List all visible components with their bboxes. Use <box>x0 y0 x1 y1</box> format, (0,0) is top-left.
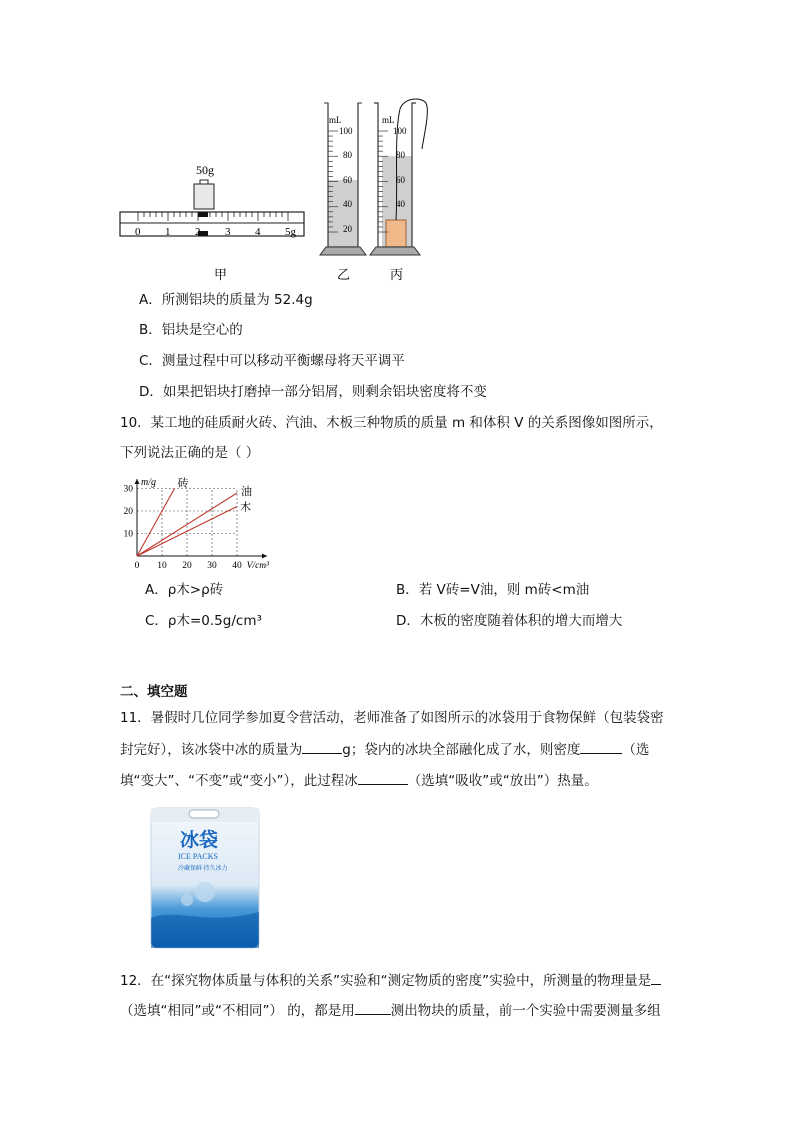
weight-label: 50g <box>196 163 214 177</box>
cyl-b-mark-40: 40 <box>343 199 352 209</box>
cyl-b-mark-60: 60 <box>343 175 352 185</box>
chart-series-line <box>137 489 175 557</box>
q12-text-2a: （选填“相同”或“不相同”） 的，都是用 <box>120 1003 355 1019</box>
cylinder-b <box>320 103 366 255</box>
weight-50g <box>194 163 214 209</box>
caption-yi: 乙 <box>337 267 351 282</box>
cyl-c-mark-100: 100 <box>393 126 407 136</box>
cyl-c-mark-60: 60 <box>396 175 405 185</box>
chart-ylabel: m/g <box>141 477 156 488</box>
ice-pack-image <box>145 800 265 952</box>
chart-xtick-label: 0 <box>134 561 140 571</box>
section-title-fill-in: 二、填空题 <box>120 684 188 700</box>
q12-line2 <box>120 1000 661 1021</box>
mass-volume-chart <box>115 473 275 573</box>
bag-subtitle: ICE PACKS <box>178 852 218 861</box>
q12-line1 <box>120 970 661 991</box>
chart-series-label: 木 <box>240 501 251 514</box>
cylinder-b-unit: mL <box>329 115 342 125</box>
q11-text-2c: （选 <box>622 742 650 758</box>
bag-title: 冰袋 <box>180 830 219 851</box>
q9-option-b: B．铝块是空心的 <box>139 322 243 338</box>
q10-stem-line2: 下列说法正确的是（ ） <box>120 445 260 461</box>
q12-blank-same[interactable] <box>651 970 661 985</box>
q11-text-2a: 封完好），该冰袋中冰的质量为 <box>120 742 303 758</box>
q11-line1: 11．暑假时几位同学参加夏令营活动，老师准备了如图所示的冰袋用于食物保鲜（包装袋密 <box>120 710 664 726</box>
caption-jia: 甲 <box>214 267 228 282</box>
cyl-b-mark-80: 80 <box>343 150 352 160</box>
q9-option-c: C．测量过程中可以移动平衡螺母将天平调平 <box>139 353 405 369</box>
q12-text-2b: 测出物块的质量，前一个实验中需要测量多组 <box>390 1003 661 1019</box>
q11-blank-mass[interactable] <box>302 739 342 754</box>
caption-bing: 丙 <box>390 267 404 282</box>
q12-text-1a: 12．在“探究物体质量与体积的关系”实验和“测定物质的密度”实验中，所测量的物理量是 <box>120 973 652 989</box>
chart-series-line <box>137 507 237 557</box>
chart-x-arrow <box>262 554 267 559</box>
q11-line2 <box>120 739 649 760</box>
q11-blank-density[interactable] <box>580 739 622 754</box>
scale-tick-4: 4 <box>255 226 261 238</box>
q11-blank-heat[interactable] <box>358 770 408 785</box>
scale-tick-1: 1 <box>165 226 171 238</box>
chart-y-arrow <box>135 479 140 484</box>
cylinder-c <box>370 99 427 255</box>
q9-option-d: D．如果把铝块打磨掉一部分铝屑，则剩余铝块密度将不变 <box>139 384 487 400</box>
cyl-b-mark-100: 100 <box>339 126 353 136</box>
q11-text-3b: （选填“吸收”或“放出”）热量。 <box>407 773 598 789</box>
chart-xlabel: V/cm³ <box>246 561 269 571</box>
q10-option-a: A．ρ木>ρ砖 <box>145 582 224 598</box>
q11-text-3a: 填“变大”、“不变”或“变小”），此过程冰 <box>120 773 358 789</box>
scale-tick-2: 2 <box>195 226 201 238</box>
q12-blank-tool[interactable] <box>355 1000 391 1015</box>
scale-tick-5g: 5g <box>285 226 296 238</box>
chart-series-label: 砖 <box>177 477 189 490</box>
chart-xtick-label: 30 <box>207 561 217 571</box>
q10-stem-line1: 10．某工地的硅质耐火砖、汽油、木板三种物质的质量 m 和体积 V 的关系图像如图所示， <box>120 415 663 431</box>
cylinder-c-unit: mL <box>382 115 395 125</box>
scale-tick-3: 3 <box>225 226 231 238</box>
figure-balance-cylinders <box>110 95 440 290</box>
cyl-c-mark-80: 80 <box>396 150 405 160</box>
q10-option-d: D．木板的密度随着体积的增大而增大 <box>396 613 623 629</box>
chart-series-label: 油 <box>241 486 252 498</box>
q10-option-c: C．ρ木=0.5g/cm³ <box>145 613 262 629</box>
q11-text-2b: g；袋内的冰块全部融化成了水，则密度 <box>342 742 581 758</box>
q9-option-a: A．所测铝块的质量为 52.4g <box>139 292 313 308</box>
cyl-b-mark-20: 20 <box>343 224 352 234</box>
cyl-c-mark-40: 40 <box>396 199 405 209</box>
chart-xtick-label: 10 <box>157 561 167 571</box>
chart-xtick-label: 40 <box>232 561 242 571</box>
bag-slogan: 冷藏保鲜 持久冰力 <box>178 866 228 872</box>
chart-ytick-label: 30 <box>123 484 133 495</box>
chart-ytick-label: 10 <box>123 529 133 540</box>
chart-xtick-label: 20 <box>182 561 192 571</box>
chart-ytick-label: 20 <box>123 507 133 517</box>
q11-line3 <box>120 770 598 791</box>
balance-scale-beam <box>120 212 304 238</box>
q10-option-b: B．若 V砖=V油，则 m砖<m油 <box>396 582 590 598</box>
scale-tick-0: 0 <box>135 226 141 238</box>
